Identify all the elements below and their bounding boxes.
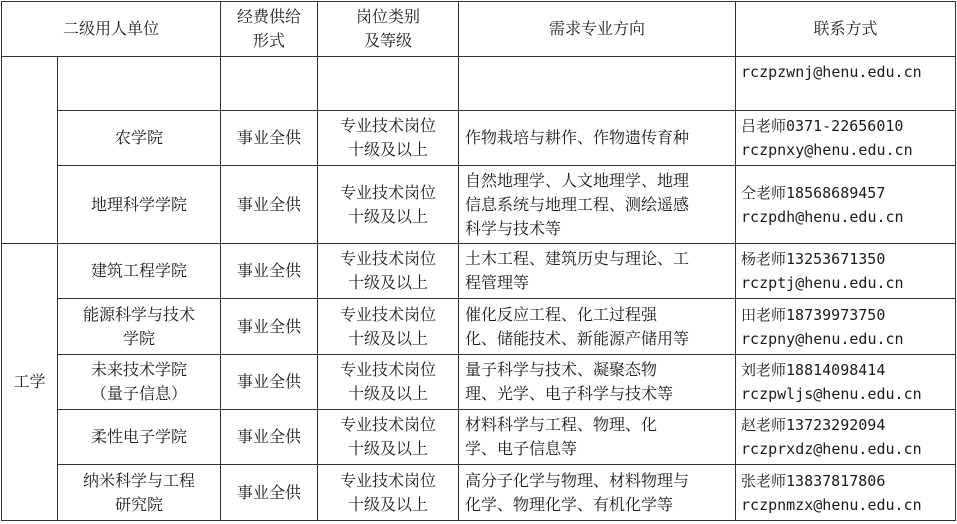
unit-cell: 未来技术学院 （量子信息）	[58, 355, 221, 410]
unit-cell	[58, 57, 221, 111]
header-major: 需求专业方向	[459, 2, 736, 57]
major-cell: 土木工程、建筑历史与理论、工 程管理等	[459, 244, 736, 299]
major-cell: 量子科学与技术、凝聚态物 理、光学、电子科学与技术等	[459, 355, 736, 410]
header-contact: 联系方式	[736, 2, 956, 57]
header-unit: 二级用人单位	[2, 2, 221, 57]
category-cell: 工学	[2, 244, 58, 521]
contact-email: rczpny@henu.edu.cn	[741, 329, 904, 348]
category-cell-prev	[2, 57, 58, 244]
contact-phone: 仝老师18568689457	[741, 183, 886, 202]
contact-email: rczpnxy@henu.edu.cn	[741, 141, 913, 159]
contact-email: rczprxdz@henu.edu.cn	[741, 440, 922, 458]
contact-cell	[736, 111, 956, 166]
funding-cell: 事业全供	[221, 244, 318, 299]
unit-cell: 能源科学与技术 学院	[58, 299, 221, 355]
funding-cell: 事业全供	[221, 299, 318, 355]
post-cell	[318, 57, 459, 111]
contact-phone: 刘老师18814098414	[741, 361, 886, 379]
table-row	[2, 166, 956, 244]
table-row	[2, 111, 956, 166]
contact-phone: 赵老师13723292094	[741, 416, 886, 434]
unit-cell: 建筑工程学院	[58, 244, 221, 299]
table-row	[2, 57, 956, 111]
post-cell: 专业技术岗位 十级及以上	[318, 111, 459, 166]
unit-cell: 农学院	[58, 111, 221, 166]
post-cell: 专业技术岗位 十级及以上	[318, 166, 459, 244]
contact-phone: 吕老师0371-22656010	[741, 117, 904, 135]
funding-cell	[221, 57, 318, 111]
major-cell: 催化反应工程、化工过程强 化、储能技术、新能源产储用等	[459, 299, 736, 355]
post-cell: 专业技术岗位 十级及以上	[318, 244, 459, 299]
header-post: 岗位类别 及等级	[318, 2, 459, 57]
major-cell: 高分子化学与物理、材料物理与 化学、物理化学、有机化学等	[459, 465, 736, 521]
contact-phone: 田老师18739973750	[741, 305, 886, 324]
post-cell: 专业技术岗位 十级及以上	[318, 299, 459, 355]
funding-cell: 事业全供	[221, 355, 318, 410]
table-row	[2, 299, 956, 355]
header-row	[2, 2, 956, 57]
unit-cell: 地理科学学院	[58, 166, 221, 244]
contact-phone: 张老师13837817806	[741, 471, 886, 490]
unit-cell: 柔性电子学院	[58, 410, 221, 465]
contact-cell	[736, 166, 956, 244]
major-cell	[459, 57, 736, 111]
contact-cell	[736, 355, 956, 410]
funding-cell: 事业全供	[221, 166, 318, 244]
header-funding: 经费供给 形式	[221, 2, 318, 57]
contact-cell	[736, 299, 956, 355]
unit-cell: 纳米科学与工程 研究院	[58, 465, 221, 521]
post-cell: 专业技术岗位 十级及以上	[318, 355, 459, 410]
table-row	[2, 465, 956, 521]
contact-cell	[736, 410, 956, 465]
table-row	[2, 410, 956, 465]
contact-cell	[736, 465, 956, 521]
major-cell: 材料科学与工程、物理、化 学、电子信息等	[459, 410, 736, 465]
table-row	[2, 355, 956, 410]
contact-email: rczpzwnj@henu.edu.cn	[741, 63, 922, 81]
funding-cell: 事业全供	[221, 410, 318, 465]
funding-cell: 事业全供	[221, 111, 318, 166]
post-cell: 专业技术岗位 十级及以上	[318, 465, 459, 521]
contact-email: rczpwljs@henu.edu.cn	[741, 385, 922, 403]
contact-email: rczptj@henu.edu.cn	[741, 274, 904, 292]
contact-email: rczpnmzx@henu.edu.cn	[741, 495, 922, 514]
funding-cell: 事业全供	[221, 465, 318, 521]
post-cell: 专业技术岗位 十级及以上	[318, 410, 459, 465]
contact-phone: 杨老师13253671350	[741, 250, 886, 268]
major-cell: 作物栽培与耕作、作物遗传育种	[459, 111, 736, 166]
recruitment-table	[1, 1, 956, 521]
contact-cell	[736, 57, 956, 111]
table-row	[2, 244, 956, 299]
major-cell: 自然地理学、人文地理学、地理 信息系统与地理工程、测绘遥感 科学与技术等	[459, 166, 736, 244]
contact-cell	[736, 244, 956, 299]
contact-email: rczpdh@henu.edu.cn	[741, 207, 904, 226]
